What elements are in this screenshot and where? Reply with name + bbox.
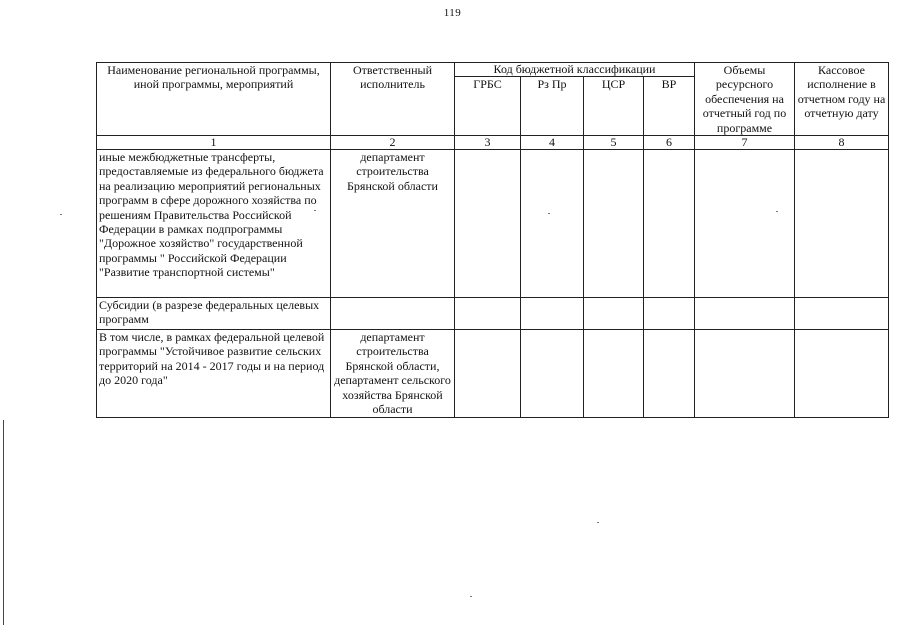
header-cash-execution: Кассовое исполнение в отчетном году на отчетную дату — [795, 63, 889, 136]
cell-vr — [644, 330, 695, 418]
column-number-row — [97, 136, 889, 150]
header-budget-code: Код бюджетной классификации — [455, 63, 695, 77]
cell-grbs — [455, 150, 521, 298]
scan-speck — [776, 211, 778, 212]
cell-cash — [795, 298, 889, 330]
scan-edge-line — [3, 420, 4, 625]
scan-speck — [470, 596, 472, 597]
scan-speck — [548, 213, 550, 214]
header-name: Наименование региональной программы, иной программы, мероприятий — [97, 63, 331, 136]
column-number: 5 — [584, 136, 644, 150]
table-row — [97, 330, 889, 418]
row-name: В том числе, в рамках федеральной целевой программы "Устойчивое развитие сельских территорий на 2014 - 2017 годы и на период до 2020 года" — [97, 330, 331, 418]
row-name: иные межбюджетные трансферты, предоставляемые из федерального бюджета на реализацию мероприятий региональных программ в сфере дорожного хозяйства по решениям Правительства Российской Федерации в рамках подпрограммы "Дорожное хозяйство" государственной программы " Российской Федерации "Развитие транспортной системы" — [97, 150, 331, 298]
header-executor: Ответственный исполнитель — [331, 63, 455, 136]
cell-grbs — [455, 330, 521, 418]
cell-vr — [644, 298, 695, 330]
resource-report-table — [96, 62, 889, 418]
column-number: 7 — [695, 136, 795, 150]
table-row — [97, 150, 889, 298]
table-row — [97, 298, 889, 330]
cell-csr — [584, 150, 644, 298]
page-number: 119 — [443, 7, 462, 19]
column-number: 4 — [521, 136, 584, 150]
cell-csr — [584, 298, 644, 330]
row-name: Субсидии (в разрезе федеральных целевых программ — [97, 298, 331, 330]
cell-csr — [584, 330, 644, 418]
column-number: 2 — [331, 136, 455, 150]
row-executor: департамент строительства Брянской области — [331, 150, 455, 298]
column-number: 8 — [795, 136, 889, 150]
cell-rzpr — [521, 330, 584, 418]
cell-volume — [695, 298, 795, 330]
header-csr: ЦСР — [584, 77, 644, 136]
column-number: 1 — [97, 136, 331, 150]
row-executor: департамент строительства Брянской области, департамент сельского хозяйства Брянской области — [331, 330, 455, 418]
cell-vr — [644, 150, 695, 298]
column-number: 6 — [644, 136, 695, 150]
cell-volume — [695, 330, 795, 418]
scan-speck — [60, 214, 62, 215]
column-number: 3 — [455, 136, 521, 150]
row-executor — [331, 298, 455, 330]
cell-grbs — [455, 298, 521, 330]
header-vr: ВР — [644, 77, 695, 136]
cell-rzpr — [521, 298, 584, 330]
cell-volume — [695, 150, 795, 298]
cell-rzpr — [521, 150, 584, 298]
header-grbs: ГРБС — [455, 77, 521, 136]
cell-cash — [795, 330, 889, 418]
header-row-top — [97, 63, 889, 77]
cell-cash — [795, 150, 889, 298]
scan-speck — [597, 522, 599, 523]
header-volume: Объемы ресурсного обеспечения на отчетный год по программе — [695, 63, 795, 136]
scan-speck — [314, 210, 316, 211]
header-rzpr: Рз Пр — [521, 77, 584, 136]
